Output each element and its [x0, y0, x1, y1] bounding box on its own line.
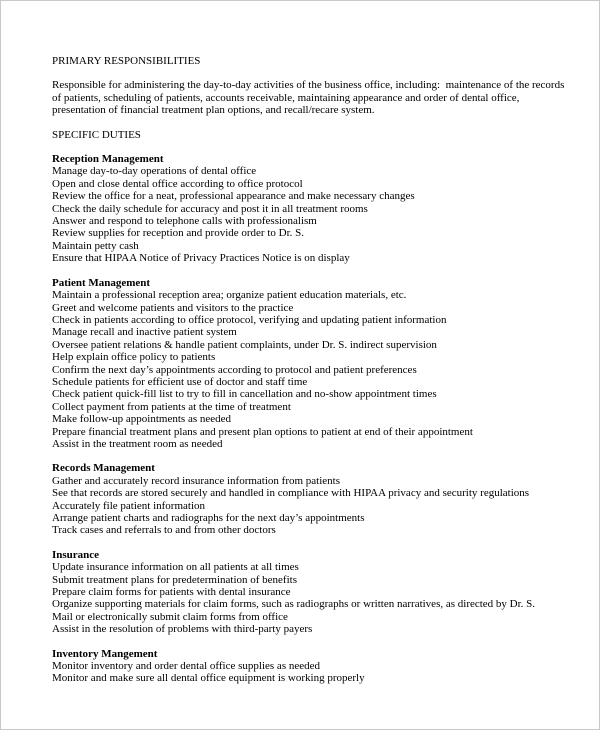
document-content — [1, 1, 599, 685]
duty-line: Organize supporting materials for claim forms, such as radiographs or written narratives, as directed by Dr. S. — [52, 598, 536, 611]
duty-line: Collect payment from patients at the time of treatment — [52, 400, 291, 413]
sections-container — [52, 153, 549, 685]
duty-line: Manage day-to-day operations of dental office — [52, 165, 257, 178]
intro-line: Responsible for administering the day-to-day activities of the business office, including: maintenance of the records — [52, 79, 565, 92]
duty-section — [52, 462, 549, 536]
duty-line: Assist in the resolution of problems with third-party payers — [52, 623, 313, 636]
specific-duties-heading: SPECIFIC DUTIES — [52, 128, 141, 141]
duty-line: Monitor inventory and order dental office supplies as needed — [52, 660, 320, 673]
duty-line: Manage recall and inactive patient system — [52, 326, 237, 339]
duty-section — [52, 549, 549, 636]
duty-line: Maintain a professional reception area; organize patient education materials, etc. — [52, 289, 407, 302]
duty-line: Track cases and referrals to and from other doctors — [52, 524, 276, 537]
duty-line: Review the office for a neat, professional appearance and make necessary changes — [52, 190, 415, 203]
duty-section — [52, 648, 549, 685]
duty-line: Update insurance information on all patients at all times — [52, 561, 299, 574]
section-heading: Reception Management — [52, 153, 164, 166]
duty-line: Open and close dental office according to office protocol — [52, 177, 303, 190]
duty-line: Make follow-up appointments as needed — [52, 413, 232, 426]
duty-line: Gather and accurately record insurance information from patients — [52, 474, 341, 487]
duty-line: Check in patients according to office protocol, verifying and updating patient information — [52, 313, 447, 326]
section-heading: Insurance — [52, 548, 100, 561]
section-heading: Patient Management — [52, 276, 151, 289]
duty-line: Submit treatment plans for predetermination of benefits — [52, 573, 297, 586]
duty-line: See that records are stored securely and handled in compliance with HIPAA privacy and security regulations — [52, 487, 530, 500]
intro-line: of patients, scheduling of patients, accounts receivable, maintaining appearance and order of dental office, — [52, 91, 520, 104]
duty-line: Prepare financial treatment plans and present plan options to patient at end of their appointment — [52, 425, 473, 438]
section-heading: Records Management — [52, 462, 155, 475]
duty-line: Assist in the treatment room as needed — [52, 437, 223, 450]
duty-line: Accurately file patient information — [52, 499, 206, 512]
section-heading: Inventory Mangement — [52, 647, 158, 660]
duty-line: Arrange patient charts and radiographs for the next day’s appointments — [52, 512, 365, 524]
duty-line: Maintain petty cash — [52, 239, 139, 252]
duty-line: Schedule patients for efficient use of doctor and staff time — [52, 375, 308, 388]
duty-line: Review supplies for reception and provide order to Dr. S. — [52, 227, 305, 240]
duty-section — [52, 277, 549, 451]
intro-line: presentation of financial treatment plan options, and recall/recare system. — [52, 104, 375, 117]
duty-line: Ensure that HIPAA Notice of Privacy Practices Notice is on display — [52, 252, 350, 265]
duty-line: Prepare claim forms for patients with dental insurance — [52, 586, 291, 599]
intro-paragraph — [52, 79, 565, 117]
duty-line: Monitor and make sure all dental office equipment is working properly — [52, 672, 365, 685]
duty-line: Oversee patient relations & handle patient complaints, under Dr. S. indirect supervision — [52, 338, 437, 351]
primary-responsibilities-heading: PRIMARY RESPONSIBILITIES — [52, 55, 201, 67]
duty-line: Answer and respond to telephone calls with professionalism — [52, 215, 317, 228]
duty-line: Help explain office policy to patients — [52, 351, 216, 364]
duty-section — [52, 153, 549, 265]
duty-line: Check patient quick-fill list to try to fill in cancellation and no-show appointment times — [52, 388, 437, 401]
duty-line: Confirm the next day’s appointments according to protocol and patient preferences — [52, 363, 417, 376]
duty-line: Mail or electronically submit claim forms from office — [52, 610, 288, 623]
duty-line: Greet and welcome patients and visitors to the practice — [52, 301, 294, 314]
duty-line: Check the daily schedule for accuracy and post it in all treatment rooms — [52, 202, 368, 215]
